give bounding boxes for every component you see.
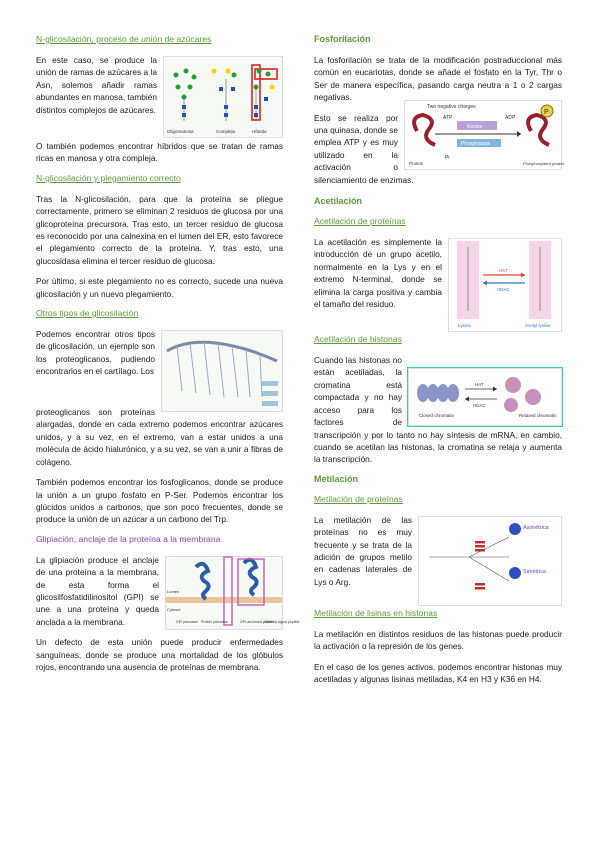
svg-text:Closed chromatin: Closed chromatin — [419, 413, 455, 419]
paragraph-s3-2: También podemos encontrar los fosfoglicanos, donde se produce la unión a un grupo fosfato en P-Ser. Podemos encontrar los glúcidos unidos a carbonos, que son poco frecuentes, donde se produce la unión de un azúcar a un carbono del Trp. — [36, 477, 283, 525]
svg-text:Asimétrica: Asimétrica — [523, 524, 549, 531]
subsection-metilacion-lisinas: Metilación de lisinas en histonas — [314, 607, 438, 618]
svg-text:ADP: ADP — [505, 114, 516, 121]
acetylation-figure — [448, 238, 562, 332]
svg-text:Pi: Pi — [445, 154, 450, 161]
svg-text:GPI precursor: GPI precursor — [176, 619, 198, 624]
paragraph-m-3: En el caso de los genes activos, podemos encontrar histonas muy acetiladas y algunas lisinas metiladas, K4 en H3 y K36 en H4. — [314, 661, 562, 684]
svg-text:HDAC: HDAC — [497, 287, 510, 293]
glycan-label-3: Híbrida — [252, 129, 267, 134]
svg-text:Protein: Protein — [409, 160, 424, 166]
svg-text:Lysine: Lysine — [458, 323, 471, 329]
subsection-acetilacion-histonas: Acetilación de histonas — [314, 334, 402, 345]
svg-text:Two negative charges: Two negative charges — [427, 103, 476, 110]
proteoglycan-figure — [161, 330, 283, 412]
right-column — [314, 34, 565, 693]
section-title-acetilacion: Acetilación — [314, 196, 363, 207]
svg-text:Phosphatase: Phosphatase — [461, 140, 491, 147]
left-column — [36, 34, 300, 681]
svg-text:HDAC: HDAC — [473, 403, 486, 409]
phosphorylation-figure — [404, 100, 565, 170]
gpi-figure — [165, 556, 300, 630]
section-title-fosforilacion: Fosforilación — [314, 34, 371, 44]
section-title-otros-tipos: Otros tipos de glicosilación — [36, 308, 139, 319]
paragraph-s1-1: En este caso, se produce la unión de ramas de azúcares a la Asn, solemos añadir ramas abundantes en manosa, también distintos complejos de azúcares. — [36, 55, 157, 115]
svg-text:HAT: HAT — [499, 268, 508, 274]
svg-text:Kinase: Kinase — [467, 123, 483, 130]
section-title-n-glicosilacion: N-glicosilación, proceso de unión de azúcares — [36, 34, 212, 44]
histone-diagram — [409, 369, 561, 425]
paragraph-m-1: La metilación de las proteínas no es muy frecuente y se trata de la adición de grupos metilo en cadenas laterales de Lys o Arg. — [314, 514, 412, 587]
subsection-acetilacion-proteinas: Acetilación de proteínas — [314, 216, 406, 227]
svg-text:Simétrica: Simétrica — [523, 568, 546, 575]
svg-text:Relaxed chromatin: Relaxed chromatin — [519, 413, 557, 419]
paragraph-s1-2: O también podemos encontrar híbridos que se tratan de ramas ricas en manosa y otra compleja. — [36, 141, 283, 164]
section-title-plegamiento: N-glicosilación y plegamiento correcto — [36, 172, 181, 183]
paragraph-s4-2: Un defecto de esta unión puede producir enfermedades sanguíneas, donde se produce una mortalidad de los glóbulos rojos, encontrando una ausencia de proteínas de membrana. — [36, 637, 283, 672]
svg-text:Acetyl lysine: Acetyl lysine — [525, 323, 551, 329]
paragraph-m-2: La metilación en distintos residuos de las histonas puede producir la activación o la represión de los genes. — [314, 628, 562, 652]
acetylation-diagram — [449, 239, 561, 331]
paragraph-s3-1b: proteoglicanos son proteínas alargadas, donde en cada extremo podemos encontrar azúcares unidos, y a su vez, en el extremo, van a estar unidos a una molécula de ácido hialurónico, y a su vez, se van a unir a fibras de colágeno. — [36, 407, 283, 467]
paragraph-s2-2: Por último, si este plegamiento no es correcto, sucede una nueva glicosilación y un nuevo plegamiento. — [36, 276, 283, 299]
paragraph-a-2: Cuando las histonas no están acetiladas, la cromatina está compactada y no hay acceso para los factores de transcripción y por lo tanto no hay síntesis de mRNA, en cambio, cuando se acetilan las histonas, la cromatina se relaja y aumenta la transcripción. — [314, 355, 562, 465]
svg-text:P: P — [544, 108, 549, 116]
paragraph-a-1: La acetilación es simplemente la introducción de un grupo acetilo, normalmente en la Lys y en el extremo N-terminal, donde se elimina la carga positiva y cambia el tamaño del residuo. — [314, 237, 442, 310]
svg-text:Lumen: Lumen — [167, 588, 180, 594]
paragraph-f-1: La fosforilación se trata de la modificación postraduccional más común en eucariotas, donde se añade el fosfato en la Tyr, Thr o Ser de manera específica, pasando carga neutra a 1 o 2 cargas negativas. — [314, 55, 562, 103]
paragraph-s4-1: La glipiación produce el anclaje de una proteína a la membrana, de esta forma el glicosilfosfatidilinositol (GPI) se une a una proteína y queda anclada a la membrana. — [36, 554, 159, 627]
svg-text:GPI-anchored protein: GPI-anchored protein — [240, 619, 274, 624]
svg-text:HAT: HAT — [475, 382, 484, 388]
gpi-diagram — [166, 557, 300, 629]
svg-text:Cytosol: Cytosol — [167, 606, 181, 612]
section-title-glipiacion: Glipiación, anclaje de la proteína a la membrana — [36, 533, 221, 544]
phosphorylation-diagram — [405, 101, 565, 169]
glycan-figure — [163, 56, 283, 138]
histone-acetylation-figure — [408, 368, 562, 426]
svg-text:ATP: ATP — [443, 114, 453, 121]
methylation-figure — [418, 516, 562, 606]
svg-text:Phosphorylated protein: Phosphorylated protein — [523, 160, 565, 166]
glycan-label-1: Oligomanosa — [167, 129, 194, 134]
paragraph-s3-1a: Podemos encontrar otros tipos de glicosilación, un ejemplo son los proteoglicanos, pudiendo encontrarlos en el cartílago. Los — [36, 329, 155, 377]
glycan-label-2: Compleja — [216, 129, 236, 134]
subsection-metilacion-proteinas: Metilación de proteínas — [314, 493, 403, 504]
glycan-diagram — [164, 57, 282, 137]
methylation-diagram — [419, 517, 561, 605]
svg-text:Protein precursor: Protein precursor — [201, 619, 228, 624]
proteoglycan-diagram — [162, 331, 282, 411]
section-title-metilacion: Metilación — [314, 473, 359, 484]
paragraph-s2-1: Tras la N-glicosilación, para que la proteína se pliegue correctamente, primero se eliminan 2 residuos de glucosa por una glicoproteína precursora. Tras esto, un tercer residuo de glucosa es reconocido por una calnexina en el lumen del ER, esto favorece el plegamiento correcto de la proteína. Y, tras esto, una glucosidasa elimina el tercer residuo de glucosa. — [36, 193, 283, 266]
svg-text:Cleaved signal peptide: Cleaved signal peptide — [264, 619, 300, 624]
paragraph-f-2: Esto se realiza por una quinasa, donde se emplea ATP y es muy utilizado en la activación o silenciamiento de enzimas. — [314, 112, 414, 185]
